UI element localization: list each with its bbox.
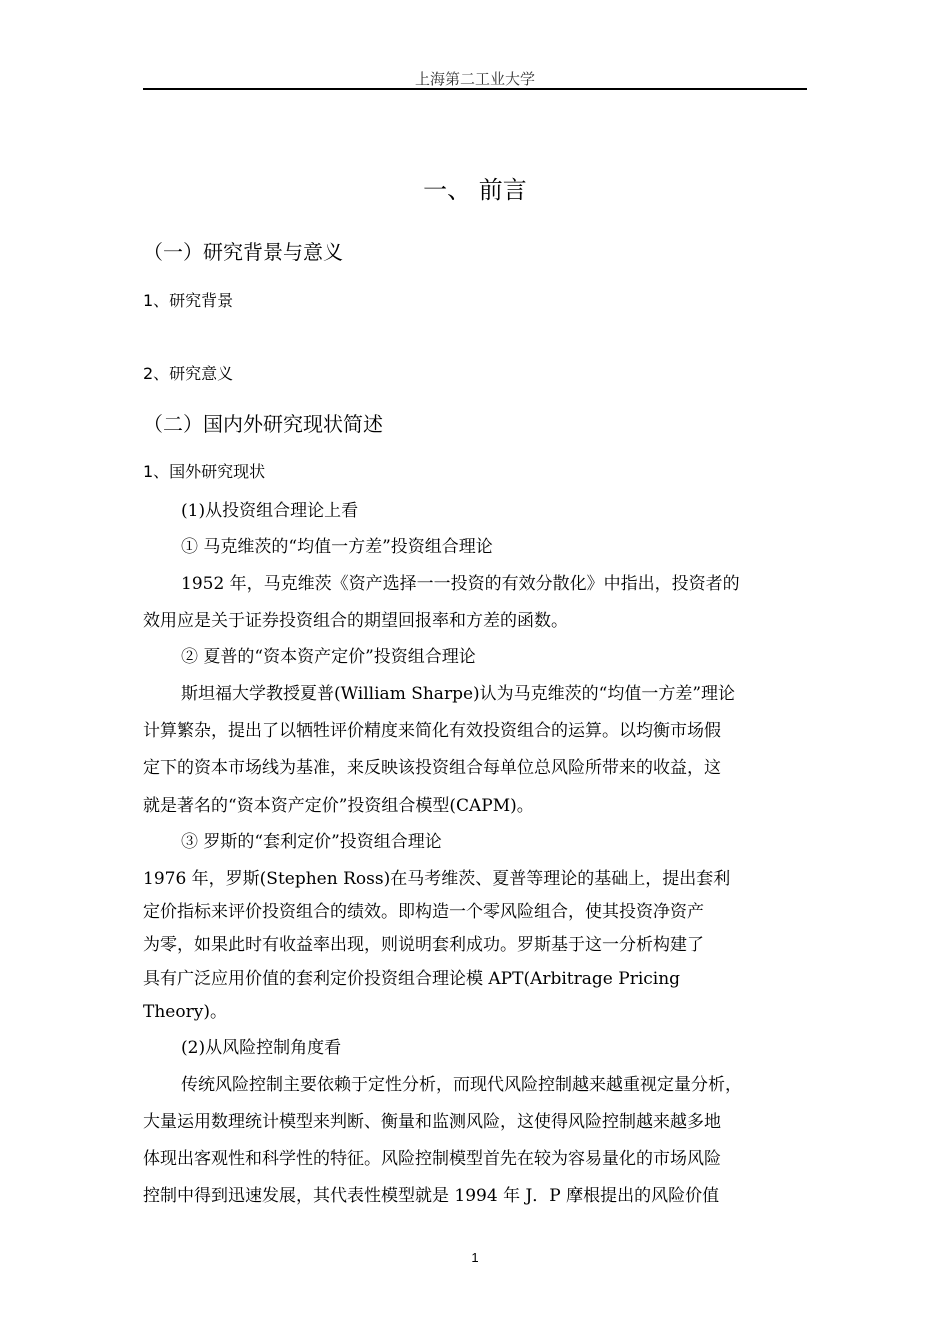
body-line: 具有广泛应用价值的套利定价投资组合理论模 APT(Arbitrage Pricing bbox=[143, 969, 681, 989]
body-line: 就是著名的“资本资产定价”投资组合模型(CAPM)。 bbox=[143, 796, 534, 816]
header-rule bbox=[143, 88, 807, 90]
body-line: 定价指标来评价投资组合的绩效。即构造一个零风险组合，使其投资净资产 bbox=[143, 902, 704, 922]
body-line: ① 马克维茨的“均值一方差”投资组合理论 bbox=[181, 537, 493, 557]
subsection-heading-significance: 2、研究意义 bbox=[143, 364, 234, 383]
body-line: 大量运用数理统计模型来判断、衡量和监测风险，这使得风险控制越来越多地 bbox=[143, 1112, 721, 1132]
body-line: 定下的资本市场线为基准，来反映该投资组合每单位总风险所带来的收益，这 bbox=[143, 758, 721, 778]
body-line: 1952 年，马克维茨《资产选择一一投资的有效分散化》中指出，投资者的 bbox=[181, 574, 740, 594]
subsection-heading-background: 1、研究背景 bbox=[143, 291, 234, 310]
body-line: 控制中得到迅速发展，其代表性模型就是 1994 年 J．P 摩根提出的风险价值 bbox=[143, 1186, 720, 1206]
body-line: 传统风险控制主要依赖于定性分析，而现代风险控制越来越重视定量分析， bbox=[181, 1075, 742, 1095]
body-line: 体现出客观性和科学性的特征。风险控制模型首先在较为容易量化的市场风险 bbox=[143, 1149, 721, 1169]
section-heading-1: （一）研究背景与意义 bbox=[143, 240, 343, 264]
body-line: 效用应是关于证券投资组合的期望回报率和方差的函数。 bbox=[143, 611, 568, 631]
body-line: 为零，如果此时有收益率出现，则说明套利成功。罗斯基于这一分析构建了 bbox=[143, 935, 704, 955]
section-heading-2: （二）国内外研究现状简述 bbox=[143, 412, 383, 436]
body-line: (2)从风险控制角度看 bbox=[181, 1038, 342, 1058]
body-line: Theory)。 bbox=[143, 1002, 227, 1022]
body-line: (1)从投资组合理论上看 bbox=[181, 501, 359, 521]
page-header: 上海第二工业大学 bbox=[414, 70, 535, 88]
body-line: ③ 罗斯的“套利定价”投资组合理论 bbox=[181, 832, 442, 852]
body-line: ② 夏普的“资本资产定价”投资组合理论 bbox=[181, 647, 476, 667]
chapter-title: 一、 前言 bbox=[423, 176, 527, 204]
body-line: 计算繁杂，提出了以牺牲评价精度来简化有效投资组合的运算。以均衡市场假 bbox=[143, 721, 721, 741]
body-line: 1976 年，罗斯(Stephen Ross)在马考维茨、夏普等理论的基础上，提出套利 bbox=[143, 869, 731, 889]
page-number: 1 bbox=[471, 1250, 479, 1265]
body-line: 斯坦福大学教授夏普(William Sharpe)认为马克维茨的“均值一方差”理论 bbox=[181, 684, 736, 704]
subsection-heading-foreign: 1、国外研究现状 bbox=[143, 462, 266, 481]
